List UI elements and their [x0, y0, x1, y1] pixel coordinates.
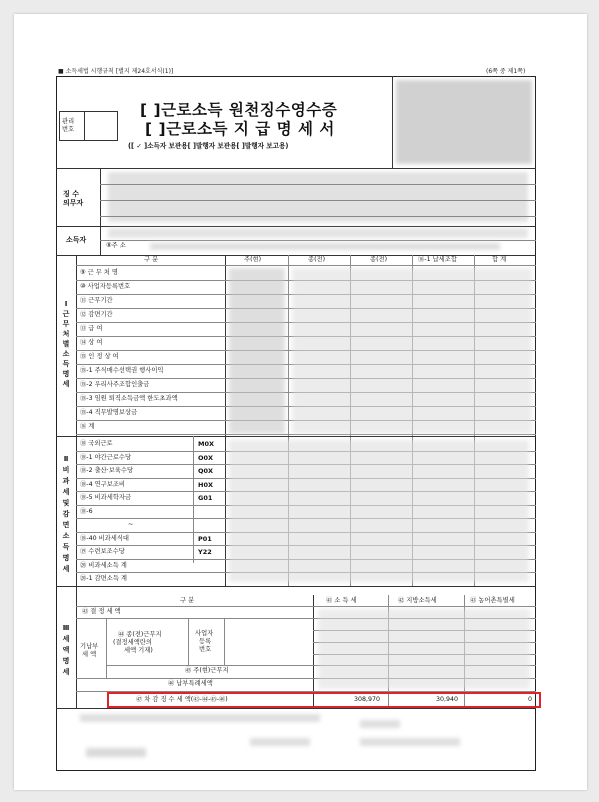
- s2-row-label: ⑱ 국외근로: [80, 440, 113, 447]
- difference-tax-label: ㊼ 차 감 징 수 세 액(㊸-㊹-㊺-㊻): [136, 696, 228, 703]
- s2-row-code: O0X: [198, 453, 214, 462]
- s2-row-label: ⑲ 수련보조수당: [80, 548, 125, 555]
- redacted-footer-text-2: [360, 720, 400, 728]
- s2-row-label: ~: [128, 521, 134, 528]
- withholder-label-2: 의무자: [63, 199, 84, 207]
- section1-top-line: [56, 255, 536, 256]
- s2-row-code: G01: [198, 494, 213, 502]
- s1-label-char: 처: [62, 330, 70, 338]
- earner-mid-line: [100, 240, 536, 241]
- redacted-other-values: [292, 268, 532, 434]
- s3-header-income-tax: ㊶ 소 득 세: [326, 597, 357, 604]
- s2-row-label: ⑳-1 감면소득 계: [80, 575, 127, 582]
- mgmt-label-1: 관리: [62, 118, 75, 125]
- address-label: ⑧주 소: [106, 242, 126, 249]
- redacted-footer-text-4: [360, 738, 460, 746]
- s1-row-label: ⑯ 계: [80, 423, 95, 430]
- parties-row-line-2: [100, 200, 536, 201]
- s2-row-code: P01: [198, 534, 212, 543]
- s1-row-label: ⑮ 인 정 상 여: [80, 353, 119, 360]
- s1-header-line: [76, 265, 536, 266]
- s3-header-local-tax: ㊷ 지방소득세: [398, 597, 437, 604]
- special-tax-label: ㊻ 납부특례세액: [168, 680, 213, 687]
- biz-no-label-1: 사업자: [195, 630, 214, 637]
- s1-header-current: 주(현): [244, 256, 262, 263]
- page-reference: (6쪽 중 제1쪽): [486, 68, 526, 75]
- section3-top-line: [56, 586, 536, 587]
- difference-income-tax: 308,970: [353, 696, 380, 703]
- redacted-barcode-area: [396, 80, 532, 164]
- s2-row-code: M0X: [198, 440, 215, 448]
- title-right-divider: [392, 76, 393, 168]
- difference-tax-highlight: [107, 692, 541, 708]
- difference-rural-tax: 0: [527, 696, 532, 703]
- s2-label-char: 소: [62, 532, 70, 540]
- s1-row-label: ⑭ 상 여: [80, 339, 103, 346]
- prepaid-label-1: 기납부: [80, 643, 99, 650]
- biz-no-label-3: 번호: [199, 646, 212, 653]
- redacted-footer-text-5: [86, 748, 146, 757]
- code-col-divider: [193, 436, 194, 563]
- s1-label-char: 명: [62, 370, 70, 378]
- s1-label-char: 소: [62, 350, 70, 358]
- s3-line-1: [76, 606, 536, 607]
- s3-label-char: 세: [62, 635, 70, 643]
- prepaid-label-2: 세 액: [82, 651, 97, 658]
- title-bottom-line: [56, 168, 536, 169]
- s2-label-char: 및: [62, 499, 70, 507]
- s3-label-divider: [76, 586, 77, 708]
- difference-local-tax: 30,940: [435, 696, 458, 703]
- s2-label-char: 비: [62, 466, 70, 474]
- prev-work-label-1: ㊹ 종(전)근무지: [118, 631, 162, 638]
- redacted-tax-values: [318, 609, 530, 689]
- s2-row-label: ⑱-4 연구보조비: [80, 480, 125, 488]
- parties-label-divider: [100, 168, 101, 256]
- s1-header-prev2: 종(전): [370, 256, 388, 263]
- s1-row-label: ⑮-2 우리사주조합인출금: [80, 381, 150, 388]
- biz-no-divider-left: [188, 618, 189, 665]
- s1-row-label: ⑪ 근무기간: [80, 297, 113, 304]
- prepaid-divider: [106, 618, 107, 678]
- redacted-earner-info: [108, 228, 528, 238]
- s2-row-label: ⑱-2 출산·보육수당: [80, 467, 134, 474]
- s3-header-rural-tax: ㊸ 농어촌특별세: [470, 597, 515, 604]
- section-label-divider: [76, 255, 77, 587]
- redacted-exempt-values: [229, 440, 529, 582]
- s1-row-label: ⑮-3 임원 퇴직소득금액 한도초과액: [80, 395, 178, 402]
- s2-row-label: ⑱-1 야간근로수당: [80, 453, 132, 461]
- s2-row-label: ⑱-5 비과세학자금: [80, 494, 132, 501]
- s2-label-char: 세: [62, 565, 70, 573]
- s2-label-char: 세: [62, 488, 70, 496]
- prev-work-label-2: (결정세액란의: [113, 639, 152, 646]
- s1-header-tax-union: ⑯-1 납세조합: [418, 256, 457, 263]
- parties-row-line-1: [100, 184, 536, 185]
- s2-label-char: 과: [62, 477, 70, 485]
- s2-row-label: ⑳ 비과세소득 계: [80, 561, 127, 569]
- redacted-address: [150, 243, 500, 250]
- s1-label-char: 세: [62, 380, 70, 388]
- s1-row-label: ⑨ 근 무 처 명: [80, 269, 118, 276]
- section3-bottom-line: [56, 708, 536, 709]
- s1-row-label: ⑩ 사업자등록번호: [80, 283, 131, 290]
- s2-row-code: Q0X: [198, 467, 214, 475]
- earner-top-line: [56, 226, 536, 227]
- form-reference: ■ 소득세법 시행규칙 [별지 제24호서식(1)]: [58, 68, 174, 75]
- current-work-label: ㊺ 주(현)근무지: [185, 667, 229, 674]
- s2-label-char: 면: [62, 521, 70, 529]
- s1-row-label: ⑬ 급 여: [80, 325, 103, 332]
- s1-label-char: 무: [62, 320, 70, 328]
- s2-label-char: Ⅱ: [63, 455, 69, 463]
- redacted-withholder-info: [108, 172, 528, 222]
- title-payment-statement: [ ]근로소득 지 급 명 세 서: [145, 120, 335, 138]
- mgmt-label-2: 번호: [62, 126, 75, 133]
- s1-header-category: 구 분: [144, 256, 159, 263]
- mgmt-divider: [84, 111, 85, 141]
- s3-label-char: Ⅲ: [62, 624, 70, 632]
- s1-header-prev1: 종(전): [308, 256, 326, 263]
- s2-row-label: ⑱-40 비과세식대: [80, 534, 129, 542]
- s1-row-label: ⑫ 감면기간: [80, 311, 113, 318]
- s2-row-code: H0X: [198, 480, 213, 489]
- s3-header-category: 구 분: [180, 597, 195, 604]
- s3-label-char: 명: [62, 657, 70, 665]
- section2-top-line: [56, 436, 536, 437]
- withholder-label-1: 징 수: [63, 190, 79, 198]
- redacted-current-values: [229, 268, 285, 434]
- s1-label-char: 득: [62, 360, 70, 368]
- s2-label-char: 득: [62, 543, 70, 551]
- s1-header-total: 합 계: [492, 256, 507, 263]
- s1-row-label: ⑮-4 직무발명보상금: [80, 409, 138, 416]
- s2-label-char: 명: [62, 554, 70, 562]
- s1-row-label: ⑮-1 주식매수선택권 행사이익: [80, 367, 164, 374]
- s2-row-code: Y22: [198, 548, 212, 556]
- s1-label-char: 별: [62, 340, 70, 348]
- s1-row-line: [76, 434, 536, 435]
- s1-label-char: Ⅰ: [64, 300, 68, 308]
- parties-row-line-3: [100, 216, 536, 217]
- title-withholding-receipt: [ ]근로소득 원천징수영수증: [140, 101, 338, 119]
- redacted-footer-text-3: [250, 738, 310, 746]
- s2-label-char: 감: [62, 510, 70, 518]
- s3-label-char: 액: [62, 646, 70, 654]
- copy-type-line: ([ ✓ ]소득자 보관용[ ]발행자 보관용[ ]발행자 보고용): [128, 142, 289, 150]
- determined-tax-label: ㊸ 결 정 세 액: [82, 608, 121, 615]
- biz-no-divider-right: [224, 618, 225, 665]
- s1-label-char: 근: [62, 310, 70, 318]
- earner-label: 소득자: [66, 236, 87, 244]
- s3-label-char: 세: [62, 668, 70, 676]
- redacted-footer-text-1: [80, 714, 320, 722]
- biz-no-label-2: 등록: [199, 638, 212, 645]
- s2-row-label: ⑱-6: [80, 507, 93, 515]
- prev-work-label-3: 세액 기재): [124, 647, 153, 654]
